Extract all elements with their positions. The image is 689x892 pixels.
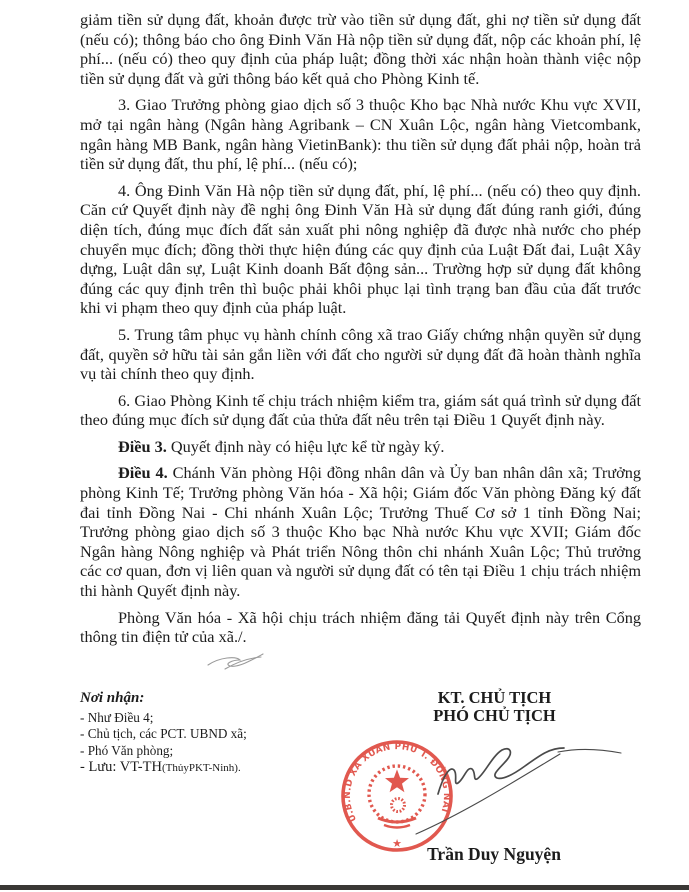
page-bottom-edge: [0, 885, 689, 890]
recipient-item: - Chủ tịch, các PCT. UBND xã;: [80, 726, 247, 742]
paragraph-item-4: 4. Ông Đinh Văn Hà nộp tiền sử dụng đất, phí, lệ phí... (nếu có) theo quy định. Căn cứ Quyết định này đề nghị ông Đinh Văn Hà sử dụng đất đúng ranh giới, đúng diện tích, đúng mục đích đất sản xuất phi nông nghiệp đã được nhà nước cho phép chuyển mục đích; đồng thời thực hiện đúng các quy định của Luật Đất đai, Luật Xây dựng, Luật dân sự, Luật Kinh doanh Bất động sản... Trường hợp sử dụng đất không đúng các quy định trên thì buộc phải khôi phục lại tình trạng ban đầu của đất trước khi vi phạm theo quy định của pháp luật.: [80, 180, 641, 318]
article-4-label: Điều 4.: [118, 463, 168, 483]
archive-main: - Lưu: VT-TH: [80, 759, 162, 776]
recipients-block: [80, 690, 247, 777]
article-4-text: Chánh Văn phòng Hội đồng nhân dân và Ủy ban nhân dân xã; Trưởng phòng Kinh Tế; Trưởng phòng Văn hóa - Xã hội; Giám đốc Văn phòng Đăng ký đất đai tỉnh Đồng Nai - Chi nhánh Xuân Lộc; Trưởng Thuế Cơ sở 1 tỉnh Đồng Nai; Trưởng phòng giao dịch số 3 thuộc Kho bạc Nhà nước Khu vực XVII; Giám đốc Ngân hàng Nông nghiệp và Phát triển Nông thôn chi nhánh Xuân Lộc; Thủ trưởng các cơ quan, đơn vị liên quan và người sử dụng đất có tên tại Điều 1 chịu trách nhiệm thi hành Quyết định này.: [80, 463, 642, 601]
paragraph-article-3: [80, 437, 641, 457]
article-3-text: Quyết định này có hiệu lực kể từ ngày ký.: [166, 436, 445, 456]
paragraph-article-4: [80, 463, 641, 600]
seal-ring-text: U.B.N.D XÃ XUÂN PHÚ T. ĐỒNG NAI: [342, 742, 452, 824]
paragraph-item-5: 5. Trung tâm phục vụ hành chính công xã trao Giấy chứng nhận quyền sử dụng đất, quyền sở hữu tài sản gắn liền với đất cho người sử dụng đất đã hoàn thành nghĩa vụ tài chính theo quy định.: [80, 324, 641, 384]
pen-mark-icon: [205, 650, 267, 674]
recipient-item: - Như Điều 4;: [80, 710, 154, 725]
signature-ink: [408, 740, 628, 840]
seal-bottom-star-icon: ★: [392, 837, 402, 850]
signer-authority-line: KT. CHỦ TỊCH: [437, 688, 552, 707]
document-body: [80, 10, 641, 654]
paragraph-publication: Phòng Văn hóa - Xã hội chịu trách nhiệm đăng tải Quyết định này trên Cổng thông tin điện tử của xã./.: [80, 607, 641, 647]
recipients-title: Nơi nhận:: [80, 690, 145, 706]
recipient-item: - Phó Văn phòng;: [80, 742, 174, 758]
paragraph-item-3: 3. Giao Trưởng phòng giao dịch số 3 thuộc Kho bạc Nhà nước Khu vực XVII, mở tại ngân hàng (Ngân hàng Agribank – CN Xuân Lộc, ngân hàng Vietcombank, ngân hàng MB Bank, ngân hàng VietinBank): thu tiền sử dụng đất phải nộp, hoàn trả tiền sử dụng đất, thu phí, lệ phí... (nếu có);: [80, 95, 641, 174]
signature-title-block: [402, 689, 587, 724]
paragraph-continuation: giảm tiền sử dụng đất, khoản được trừ vào tiền sử dụng đất, ghi nợ tiền sử dụng đất (nếu có); thông báo cho ông Đinh Văn Hà nộp tiền sử dụng đất, nộp các khoản phí, lệ phí... (nếu có) theo quy định của pháp luật; đồng thời xác nhận hoàn thành việc nộp tiền sử dụng đất và gửi thông báo kết quả cho Phòng Kinh tế.: [80, 10, 641, 88]
signer-name: Trần Duy Nguyện: [427, 844, 561, 864]
recipient-archive-item: [80, 759, 247, 776]
paragraph-item-6: 6. Giao Phòng Kinh tế chịu trách nhiệm kiểm tra, giám sát quá trình sử dụng đất theo đúng mục đích sử dụng đất của thửa đất nêu trên tại Điều 1 Quyết định này.: [80, 390, 641, 430]
article-3-label: Điều 3.: [118, 436, 167, 456]
archive-note: (ThủyPKT-Ninh).: [161, 762, 241, 775]
signer-position-line: PHÓ CHỦ TỊCH: [433, 705, 556, 725]
